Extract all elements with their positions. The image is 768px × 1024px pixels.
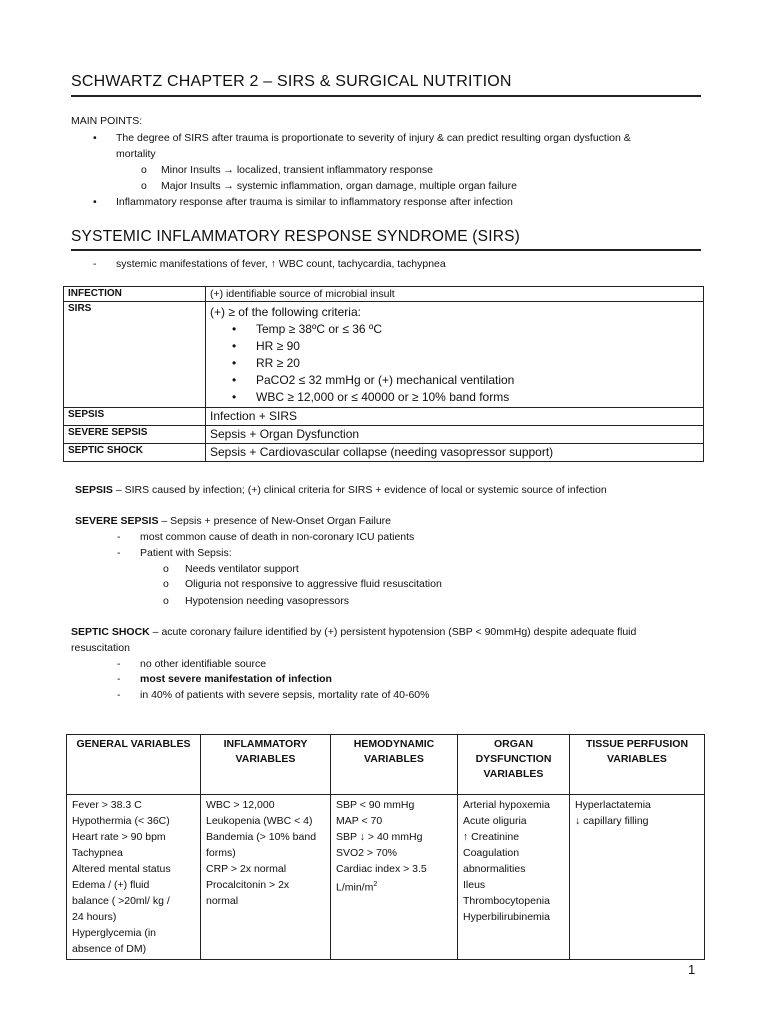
sirs-heading: SYSTEMIC INFLAMMATORY RESPONSE SYNDROME (SIRS) xyxy=(71,228,701,251)
cell-line: forms) xyxy=(206,847,236,859)
cell-line: Bandemia (> 10% band xyxy=(206,831,317,843)
cell-line: Altered mental status xyxy=(72,863,171,875)
sub-bullet-marker: o xyxy=(163,595,169,607)
severe-sepsis-sub-2-text: Oliguria not responsive to aggressive fluid resuscitation xyxy=(185,578,442,590)
dash-marker: - xyxy=(117,658,121,670)
cell-line: MAP < 70 xyxy=(336,815,383,827)
cell-line: Ileus xyxy=(463,879,486,891)
dash-marker: - xyxy=(117,547,121,559)
cardiac-index-unit: L/min/m xyxy=(336,881,374,894)
dash-marker: - xyxy=(117,531,121,543)
sirs-value xyxy=(206,302,704,408)
cell-line: Fever > 38.3 C xyxy=(72,799,142,811)
sirs-key: SIRS xyxy=(64,302,206,408)
severe-sepsis-point-1-text: most common cause of death in non-coronary ICU patients xyxy=(140,531,415,543)
cell-line: absence of DM) xyxy=(72,943,147,955)
cell-line: Thrombocytopenia xyxy=(463,895,550,907)
cell-line: 24 hours) xyxy=(72,911,117,923)
sub-bullet-marker: o xyxy=(141,164,147,176)
cell-line: normal xyxy=(206,895,239,907)
list-item: • WBC ≥ 12,000 or ≤ 40000 or ≥ 10% band forms xyxy=(210,389,699,406)
severe-sepsis-sub-3-text: Hypotension needing vasopressors xyxy=(185,595,350,607)
page-title: SCHWARTZ CHAPTER 2 – SIRS & SURGICAL NUTRITION xyxy=(71,73,701,97)
sepsis-key: SEPSIS xyxy=(64,408,206,426)
bullet-marker: • xyxy=(93,196,97,208)
cell-line: SBP < 90 mmHg xyxy=(336,799,415,811)
cell-line: SBP ↓ > 40 mmHg xyxy=(336,831,423,843)
cell-line: Procalcitonin > 2x xyxy=(206,879,290,891)
list-item: • Temp ≥ 38ºC or ≤ 36 ºC xyxy=(210,321,699,338)
cell-line: balance ( >20ml/ kg / xyxy=(72,895,170,907)
list-item: • PaCO2 ≤ 32 mmHg or (+) mechanical ventilation xyxy=(210,372,699,389)
septic-shock-definition-line2: resuscitation xyxy=(71,642,130,654)
main-point-1-line2: mortality xyxy=(116,148,156,160)
sub-point-2-text: Major Insults → systemic inflammation, organ damage, multiple organ failure xyxy=(161,180,517,192)
severe-sepsis-key: SEVERE SEPSIS xyxy=(64,426,206,444)
main-point-1-line1: The degree of SIRS after trauma is proportionate to severity of injury & can predict resulting organ dysfuction & xyxy=(116,132,631,144)
sub-bullet-marker: o xyxy=(163,578,169,590)
septic-shock-definition-text: – acute coronary failure identified by (+) persistent hypotension (SBP < 90mmHg) despite adequate fluid xyxy=(149,626,637,638)
septic-shock-definition xyxy=(71,624,711,656)
sirs-criteria-list xyxy=(210,321,699,406)
severe-sepsis-definition xyxy=(75,513,705,529)
septic-shock-term: SEPTIC SHOCK xyxy=(71,626,150,638)
variables-table xyxy=(66,734,705,960)
cell-line: Hyperbilirubinemia xyxy=(463,911,550,923)
column-header: TISSUE PERFUSION VARIABLES xyxy=(570,735,705,795)
infection-key: INFECTION xyxy=(64,287,206,302)
sub-bullet-marker: o xyxy=(163,563,169,575)
table-row xyxy=(64,408,704,426)
column-header: HEMODYNAMIC VARIABLES xyxy=(331,735,458,795)
organ-dysfunction-variables-cell xyxy=(458,795,570,960)
severe-sepsis-definition-text: – Sepsis + presence of New-Onset Organ Failure xyxy=(158,515,392,527)
cell-line: Coagulation xyxy=(463,847,520,859)
cell-line: Hypothermia (< 36C) xyxy=(72,815,170,827)
sepsis-definition-text: – SIRS caused by infection; (+) clinical criteria for SIRS + evidence of local or systemic source of infection xyxy=(112,484,607,496)
severe-sepsis-value: Sepsis + Organ Dysfunction xyxy=(206,426,704,444)
bullet-marker: • xyxy=(93,132,97,144)
cell-line: Acute oliguria xyxy=(463,815,527,827)
infection-value: (+) identifiable source of microbial insult xyxy=(206,287,704,302)
table-row xyxy=(64,426,704,444)
septic-shock-point-1-text: no other identifiable source xyxy=(140,658,267,670)
main-points-heading: MAIN POINTS: xyxy=(71,115,143,127)
dash-marker: - xyxy=(93,258,97,270)
table-row xyxy=(64,444,704,462)
cell-line: abnormalities xyxy=(463,863,526,875)
dash-marker: - xyxy=(117,673,121,685)
cell-line xyxy=(336,877,453,896)
table-header-row xyxy=(67,735,705,795)
table-row xyxy=(67,795,705,960)
cell-line: ↑ Creatinine xyxy=(463,831,520,843)
severe-sepsis-point-2-text: Patient with Sepsis: xyxy=(140,547,232,559)
sepsis-term: SEPSIS xyxy=(75,484,113,496)
column-header: GENERAL VARIABLES xyxy=(67,735,201,795)
list-item: • RR ≥ 20 xyxy=(210,355,699,372)
cell-line: Heart rate > 90 bpm xyxy=(72,831,166,843)
sub-bullet-marker: o xyxy=(141,180,147,192)
cell-line: WBC > 12,000 xyxy=(206,799,275,811)
septic-shock-point-2-text: most severe manifestation of infection xyxy=(140,673,332,685)
sepsis-definition xyxy=(75,482,705,498)
cell-line: Edema / (+) fluid xyxy=(72,879,150,891)
list-item: • HR ≥ 90 xyxy=(210,338,699,355)
criteria-table xyxy=(63,286,704,462)
tissue-perfusion-variables-cell xyxy=(570,795,705,960)
table-row xyxy=(64,287,704,302)
cell-line: SVO2 > 70% xyxy=(336,847,397,859)
general-variables-cell xyxy=(67,795,201,960)
sub-point-1-text: Minor Insults → localized, transient inflammatory response xyxy=(161,164,433,176)
main-point-1 xyxy=(93,130,703,162)
cell-line: Tachypnea xyxy=(72,847,123,859)
cell-line: Leukopenia (WBC < 4) xyxy=(206,815,313,827)
severe-sepsis-term: SEVERE SEPSIS xyxy=(75,515,159,527)
sirs-manifestations-text: systemic manifestations of fever, ↑ WBC count, tachycardia, tachypnea xyxy=(116,258,446,270)
cell-line: Cardiac index > 3.5 xyxy=(336,863,427,875)
sepsis-value: Infection + SIRS xyxy=(206,408,704,426)
page-number: 1 xyxy=(688,962,696,977)
hemodynamic-variables-cell xyxy=(331,795,458,960)
column-header: ORGAN DYSFUNCTION VARIABLES xyxy=(458,735,570,795)
cell-line: Hyperlactatemia xyxy=(575,799,651,811)
severe-sepsis-sub-1-text: Needs ventilator support xyxy=(185,563,299,575)
cell-line: Hyperglycemia (in xyxy=(72,927,157,939)
dash-marker: - xyxy=(117,689,121,701)
column-header: INFLAMMATORY VARIABLES xyxy=(201,735,331,795)
unit-superscript: 2 xyxy=(373,881,378,888)
cell-line: ↓ capillary filling xyxy=(575,815,649,827)
cell-line: Arterial hypoxemia xyxy=(463,799,550,811)
septic-shock-value: Sepsis + Cardiovascular collapse (needing vasopressor support) xyxy=(206,444,704,462)
table-row xyxy=(64,302,704,408)
septic-shock-point-3-text: in 40% of patients with severe sepsis, mortality rate of 40-60% xyxy=(140,689,430,701)
main-point-2-text: Inflammatory response after trauma is similar to inflammatory response after infection xyxy=(116,196,513,208)
inflammatory-variables-cell xyxy=(201,795,331,960)
sirs-intro: (+) ≥ of the following criteria: xyxy=(210,305,361,319)
septic-shock-key: SEPTIC SHOCK xyxy=(64,444,206,462)
cell-line: CRP > 2x normal xyxy=(206,863,287,875)
